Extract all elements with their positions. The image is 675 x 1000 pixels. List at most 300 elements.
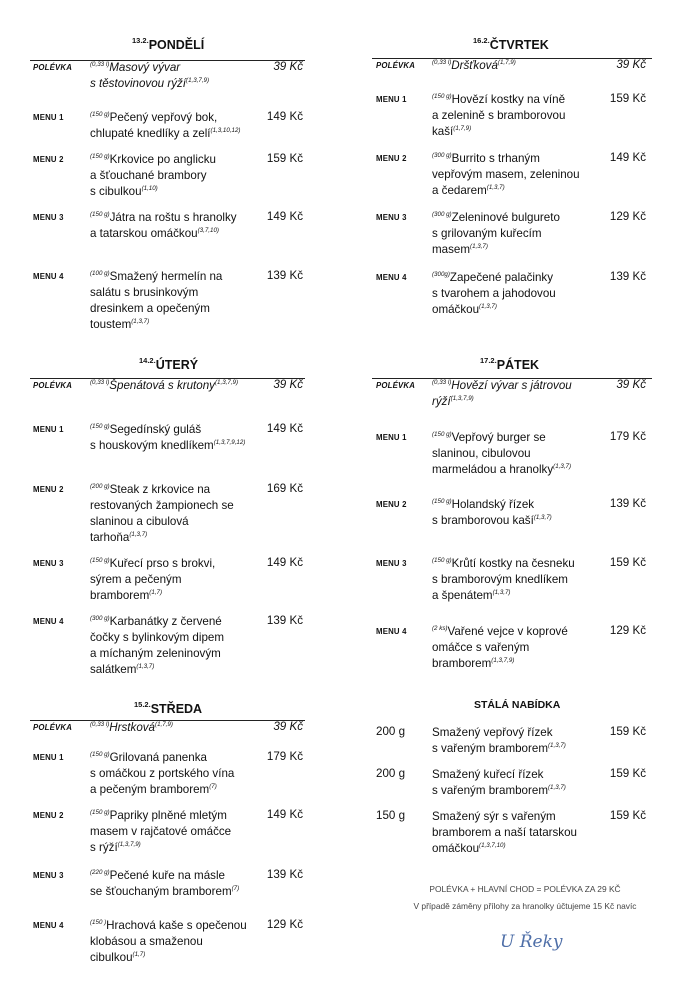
item-weight: (200 g) [90,483,110,490]
item-price: 159 Kč [609,725,646,738]
description-text: s vařeným bramborem [432,784,548,797]
description-line [432,741,566,757]
description-line [432,462,571,478]
description-line [90,60,209,76]
item-label: MENU 2 [376,500,407,509]
description-line [90,840,231,856]
description-line [432,378,572,394]
menu-item-description [432,210,560,258]
allergen-codes: (1,3,7) [479,303,497,310]
description-text: a tatarskou omáčkou [90,227,198,240]
menu-item-description [90,868,239,900]
description-line [432,767,566,783]
item-price: 149 Kč [266,422,303,435]
menu-item-description [90,378,238,394]
description-text: a šťouchané brambory [90,169,207,182]
item-label: POLÉVKA [33,381,73,390]
description-text: Smažený vepřový řízek [432,726,553,739]
description-text: s cibulkou [90,185,142,198]
description-line [90,210,237,226]
item-weight: (0,33 l) [432,379,452,386]
item-weight: 150 g [376,809,406,822]
description-line [90,285,222,301]
description-line [90,76,209,92]
description-line [432,588,575,604]
allergen-codes: (1,3,7) [492,589,511,596]
description-line [90,646,224,662]
allergen-codes: (1,7,9) [497,59,516,66]
description-line [432,270,556,286]
description-text: Zeleninové bulgureto [451,211,560,224]
description-text: Krkovice po anglicku [109,153,216,166]
item-price: 39 Kč [616,378,646,391]
description-text: s vařeným bramborem [432,742,548,755]
item-weight: (300 g) [432,211,452,218]
description-text: masem v rajčatové omáčce [90,825,232,838]
description-line [432,497,552,513]
menu-item-description [432,725,566,757]
day-name: STŘEDA [150,702,203,716]
item-label: POLÉVKA [33,723,73,732]
menu-item-description [90,152,216,200]
description-text: dresinkem a opečeným [90,302,210,315]
description-line [432,572,575,588]
description-text: cibulkou [90,951,133,964]
item-weight: (2 ks) [432,625,448,632]
description-line [90,918,247,934]
description-text: a pečeným bramborem [90,783,210,796]
item-label: MENU 1 [376,433,407,442]
menu-item-description [432,556,575,604]
item-label: MENU 4 [376,627,407,636]
menu-item-description [432,497,552,529]
menu-item-description [432,767,566,799]
menu-item-description [90,422,245,454]
item-label: MENU 3 [33,559,64,568]
description-line [432,92,565,108]
description-text: Segedínský guláš [109,423,202,436]
item-weight: (150 g) [432,557,452,564]
description-line [432,513,552,529]
item-weight: (150 g) [90,751,110,758]
description-text: Vařené vejce v koprové [447,625,568,638]
menu-item-description [432,430,571,478]
menu-item-description [432,151,580,199]
item-weight: (300g) [432,271,450,278]
description-line [432,242,560,258]
description-text: slaninou a cibulová [90,515,189,528]
allergen-codes: (1,3,7) [547,784,566,791]
description-text: salátkem [90,663,137,676]
item-weight: (150 g) [432,431,452,438]
allergen-codes: (1,3,7) [131,318,150,325]
item-price: 149 Kč [609,151,646,164]
description-line [90,750,234,766]
description-text: s omáčkou z portského vína [90,767,235,780]
description-line [90,482,234,498]
description-text: Kuřecí prso s brokvi, [109,557,216,570]
description-text: Karbanátky z červené [109,615,222,628]
description-line [90,422,245,438]
item-label: POLÉVKA [376,61,416,70]
description-line [432,226,560,242]
menu-item-description [90,60,209,92]
menu-item-description [432,270,556,318]
item-price: 129 Kč [266,918,303,931]
item-price: 159 Kč [266,152,303,165]
description-text: omáčkou [432,303,480,316]
allergen-codes: (1,7) [149,589,163,596]
menu-item-description [90,720,173,736]
item-price: 159 Kč [609,92,646,105]
item-price: 149 Kč [266,556,303,569]
allergen-codes: (1,3,7) [136,663,155,670]
day-name: PONDĚLÍ [148,38,205,52]
description-line [90,868,239,884]
day-date: 14.2. [139,356,156,365]
description-line [432,446,571,462]
day-name: PÁTEK [496,358,540,372]
day-title [134,700,202,716]
description-text: salátu s brusinkovým [90,286,199,299]
day-date: 13.2. [132,36,149,45]
description-text: Játra na roštu s hranolky [109,211,237,224]
menu-item-description [90,269,222,333]
allergen-codes: (1,10) [141,185,158,192]
description-line [90,530,234,546]
description-line [90,498,234,514]
item-weight: (300 g) [432,152,452,159]
item-price: 159 Kč [609,809,646,822]
description-text: bramborem [90,589,150,602]
item-weight: (150 g) [90,809,110,816]
item-label: MENU 2 [33,485,64,494]
item-weight: (150 g) [90,211,110,218]
allergen-codes: (1,3,7,9) [450,395,474,402]
item-price: 179 Kč [266,750,303,763]
item-price: 149 Kč [266,210,303,223]
side-swap-note: V případě záměny přílohy za hranolky účtujeme 15 Kč navíc [413,901,637,911]
item-price: 139 Kč [266,868,303,881]
item-weight: (150 g) [432,93,452,100]
description-line [90,317,222,333]
description-text: Dršťková [451,59,498,72]
day-title [473,36,549,52]
description-line [90,884,239,900]
description-text: Smažený hermelín na [109,270,223,283]
description-text: klobásou a smaženou [90,935,203,948]
description-text: Krůtí kostky na česneku [451,557,575,570]
description-text: omáčce s vařeným [432,641,530,654]
allergen-codes: (1,7) [132,951,146,958]
description-line [432,841,577,857]
allergen-codes: (1,3,7) [470,243,488,250]
description-text: Pečený vepřový bok, [109,111,218,124]
item-weight: (150 ) [90,919,107,926]
item-label: MENU 3 [33,213,64,222]
menu-item-description [90,918,247,966]
description-text: masem [432,243,471,256]
description-text: Smažený kuřecí řízek [432,768,544,781]
item-label: MENU 4 [33,617,64,626]
allergen-codes: (1,3,7,9) [214,379,239,386]
menu-item-description [90,614,224,678]
item-price: 159 Kč [609,767,646,780]
description-text: bramborem a naší tatarskou [432,826,577,839]
description-text: Pečené kuře na másle [109,869,225,882]
allergen-codes: (1,3,7) [547,742,566,749]
item-weight: 200 g [376,767,406,780]
allergen-codes: (1,3,7) [129,531,148,538]
description-line [90,614,224,630]
item-weight: (0,33 l) [90,721,110,728]
description-line [432,624,568,640]
item-label: MENU 1 [33,113,64,122]
item-label: MENU 3 [376,213,407,222]
description-line [90,152,216,168]
description-text: Vepřový burger se [451,431,546,444]
item-price: 39 Kč [273,378,303,391]
description-text: slaninou, cibulovou [432,447,531,460]
item-label: POLÉVKA [33,63,73,72]
description-text: tarhoňa [90,531,130,544]
day-title [139,356,198,372]
item-price: 139 Kč [609,497,646,510]
description-text: s grilovaným kuřecím [432,227,542,240]
description-line [90,301,222,317]
day-date: 15.2. [134,700,151,709]
item-label: MENU 2 [33,155,64,164]
item-label: MENU 1 [33,753,64,762]
menu-item-description [432,92,565,140]
description-line [432,656,568,672]
day-title [132,36,204,52]
item-price: 149 Kč [266,110,303,123]
item-weight: 200 g [376,725,406,738]
day-name: ČTVRTEK [489,38,549,52]
description-line [432,783,566,799]
description-text: Hovězí vývar s játrovou [451,379,572,392]
item-price: 129 Kč [609,210,646,223]
menu-item-description [432,624,568,672]
item-weight: (150 g) [432,498,452,505]
item-weight: (0,33 l) [90,379,110,386]
item-price: 39 Kč [273,60,303,73]
day-date: 17.2. [480,356,497,365]
allergen-codes: (1,7,9) [453,125,472,132]
description-line [90,662,224,678]
item-price: 149 Kč [266,808,303,821]
item-price: 39 Kč [616,58,646,71]
item-label: POLÉVKA [376,381,416,390]
item-label: MENU 4 [376,273,407,282]
description-text: s bramborovou kaší [432,514,534,527]
description-line [432,151,580,167]
allergen-codes: (1,3,7,10) [479,842,506,849]
allergen-codes: (7) [231,885,240,892]
description-text: bramborem [432,657,492,670]
description-line [90,110,240,126]
description-text: s těstovinovou rýží [90,77,187,90]
description-text: s tvarohem a jahodovou [432,287,556,300]
menu-item-description [90,110,240,142]
description-text: restovaných žampionech se [90,499,234,512]
menu-item-description [90,482,234,546]
description-text: marmeládou a hranolky [432,463,554,476]
standing-offer-title: STÁLÁ NABÍDKA [474,699,561,711]
item-price: 139 Kč [266,614,303,627]
description-text: a špenátem [432,589,493,602]
item-weight: (100 g) [90,270,110,277]
description-text: Smažený sýr s vařeným [432,810,556,823]
description-line [432,183,580,199]
description-line [90,184,216,200]
description-line [432,58,516,74]
menu-item-description [90,210,237,242]
description-line [90,556,215,572]
description-text: se šťouchaným bramborem [90,885,232,898]
description-text: s bramborovým knedlíkem [432,573,568,586]
item-weight: (300 g) [90,615,110,622]
description-text: čočky s bylinkovým dipem [90,631,225,644]
item-label: MENU 3 [33,871,64,880]
description-text: Hrstková [109,721,156,734]
description-line [432,302,556,318]
description-text: omáčkou [432,842,480,855]
menu-item-description [432,58,516,74]
description-line [432,825,577,841]
menu-item-description [90,808,231,856]
item-weight: (150 g) [90,153,110,160]
description-line [432,108,565,124]
item-weight: (150 g) [90,111,110,118]
allergen-codes: (1,3,7) [533,514,552,521]
description-line [432,167,580,183]
item-price: 39 Kč [273,720,303,733]
description-text: kaší [432,125,454,138]
description-text: Hrachová kaše s opečenou [106,919,247,932]
item-label: MENU 1 [376,95,407,104]
description-line [90,514,234,530]
allergen-codes: (1,3,7) [553,463,572,470]
description-text: Grilovaná panenka [109,751,207,764]
description-text: Masový vývar [109,61,181,74]
item-weight: (0,33 l) [432,59,452,66]
description-line [432,286,556,302]
description-line [90,572,215,588]
item-weight: (220 g) [90,869,110,876]
description-line [90,824,231,840]
description-line [90,438,245,454]
allergen-codes: (1,3,10,12) [210,127,241,134]
description-text: Zapečené palačinky [449,271,554,284]
menu-item-description [90,556,215,604]
description-line [90,720,173,736]
item-weight: (150 g) [90,557,110,564]
menu-item-description [90,750,234,798]
description-line [90,378,238,394]
description-line [90,269,222,285]
description-text: Špenátová s krutony [109,379,215,392]
description-line [90,950,247,966]
item-label: MENU 2 [376,154,407,163]
day-date: 16.2. [473,36,490,45]
description-text: Holandský řízek [451,498,535,511]
allergen-codes: (1,3,7,9) [117,841,141,848]
item-label: MENU 4 [33,272,64,281]
description-text: a čedarem [432,184,487,197]
item-price: 139 Kč [609,270,646,283]
description-text: sýrem a pečeným [90,573,182,586]
day-title [480,356,539,372]
description-line [432,430,571,446]
allergen-codes: (3,7,10) [197,227,219,234]
allergen-codes: (1,3,7,9) [186,77,210,84]
item-weight: (150 g) [90,423,110,430]
item-price: 179 Kč [609,430,646,443]
item-price: 159 Kč [609,556,646,569]
description-line [432,556,575,572]
description-text: a míchaným zeleninovým [90,647,221,660]
description-text: a zelenině s bramborovou [432,109,566,122]
day-name: ÚTERÝ [155,358,199,372]
description-line [90,766,234,782]
item-price: 169 Kč [266,482,303,495]
description-line [90,630,224,646]
description-line [90,588,215,604]
description-line [90,782,234,798]
description-line [90,168,216,184]
description-text: s houskovým knedlíkem [90,439,214,452]
menu-item-description [432,809,577,857]
description-line [432,394,572,410]
allergen-codes: (7) [209,783,217,790]
allergen-codes: (1,7,9) [155,721,173,728]
description-text: s rýží [90,841,118,854]
description-text: Hovězí kostky na víně [451,93,566,106]
description-text: rýží [432,395,451,408]
description-line [90,126,240,142]
description-line [90,934,247,950]
allergen-codes: (1,3,7,9) [491,657,515,664]
description-line [432,809,577,825]
item-label: MENU 4 [33,921,64,930]
allergen-codes: (1,3,7) [486,184,505,191]
item-weight: (0,33 l) [90,61,110,68]
description-line [432,640,568,656]
description-text: Papriky plněné mletým [109,809,227,822]
item-label: MENU 1 [33,425,64,434]
description-line [90,808,231,824]
description-line [432,210,560,226]
description-text: vepřovým masem, zeleninou [432,168,580,181]
description-line [90,226,237,242]
item-price: 129 Kč [609,624,646,637]
description-text: toustem [90,318,132,331]
item-label: MENU 3 [376,559,407,568]
item-label: MENU 2 [33,811,64,820]
description-text: Burrito s trhaným [451,152,540,165]
item-price: 139 Kč [266,269,303,282]
description-text: Steak z krkovice na [109,483,211,496]
menu-item-description [432,378,572,410]
allergen-codes: (1,3,7,9,12) [213,439,246,446]
combo-offer-note: POLÉVKA + HLAVNÍ CHOD = POLÉVKA ZA 29 KČ [429,884,621,894]
description-line [432,124,565,140]
description-text: chlupaté knedlíky a zelí [90,127,211,140]
description-line [432,725,566,741]
restaurant-logo: U Řeky [500,932,563,952]
